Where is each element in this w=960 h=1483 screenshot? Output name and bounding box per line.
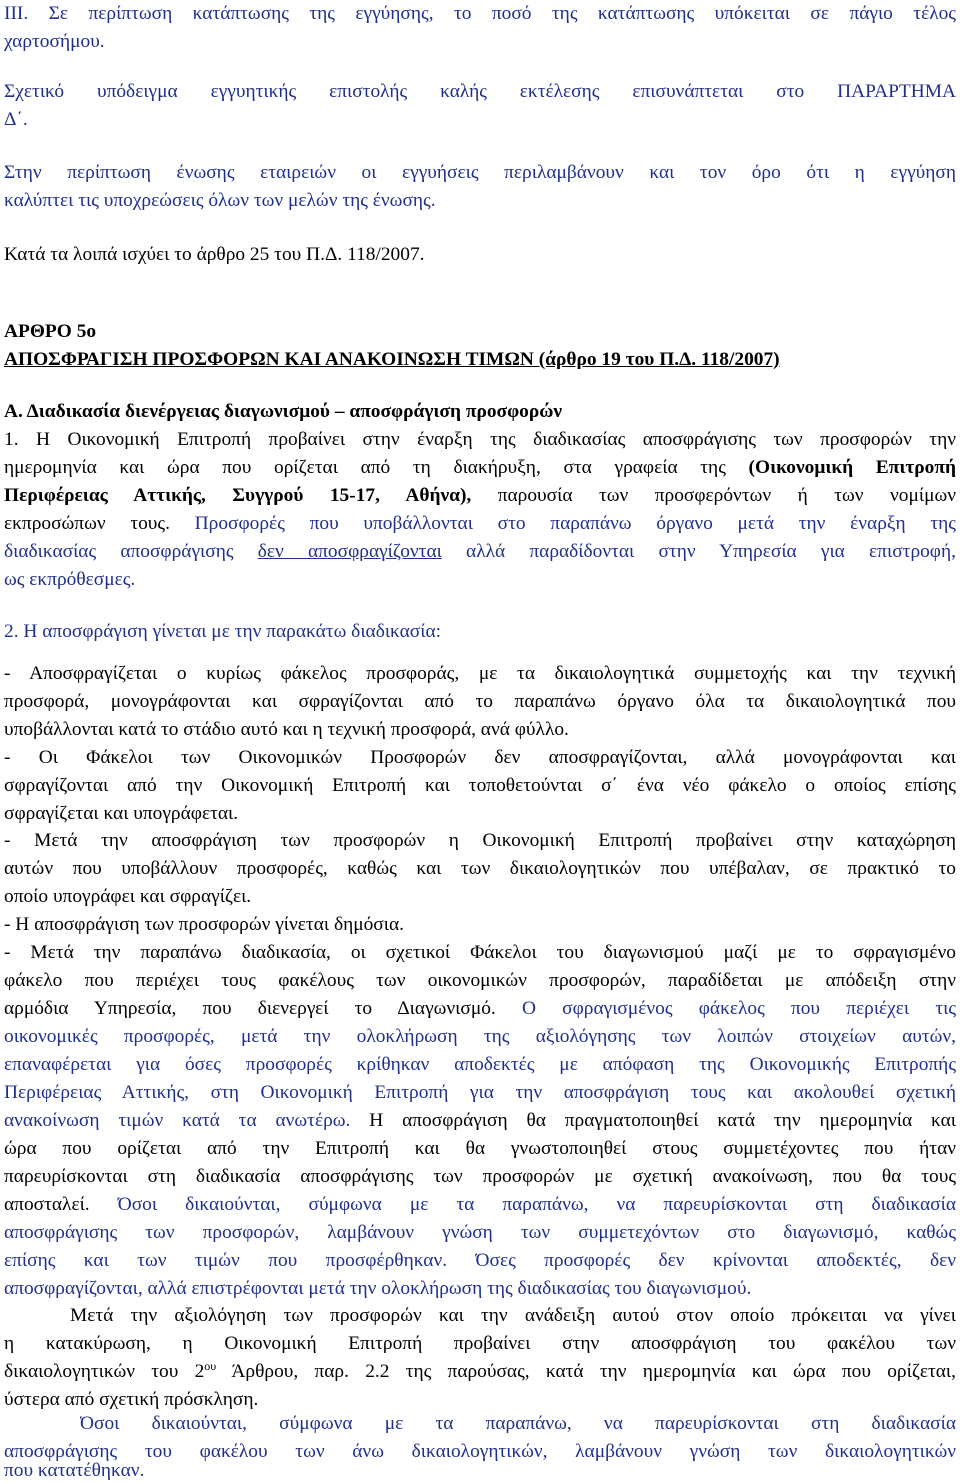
ordinal-superscript: ου [204,1360,217,1373]
paragraph-1-text: παρουσία των προσφερόντων ή των νομίμων [497,485,956,506]
paragraph-1-line [4,512,956,536]
paragraph-1-line: 1. Η Οικονομική Επιτροπή προβαίνει στην έναρξη της διαδικασίας αποσφράγισης των προσφορών την [4,429,956,450]
paragraph-sample-line: Σχετικό υπόδειγμα εγγυητικής επιστολής καλής εκτέλεσης επισυνάπτεται στο ΠΑΡΑΡΤΗΜΑ [4,81,956,102]
bullet-5-text: αποσταλεί. [4,1194,90,1215]
bullet-5-line: φάκελο που περιέχει τους φακέλους των οικονομικών προσφορών, παραδίδεται με απόδειξη στην [4,970,956,991]
bullet-5-line [4,1249,956,1273]
bullet-5-text: αρμόδια Υπηρεσία, που διενεργεί το Διαγωνισμό. [4,998,496,1019]
article-title: ΑΡΘΡΟ 5ο [4,321,97,342]
paragraph-1-bold: Περιφέρειας Αττικής, Συγγρού 15-17, Αθήνα), [4,485,472,506]
bullet-2-line: σφραγίζονται από την Οικονομική Επιτροπή και τοποθετούνται σ΄ ένα νέο φάκελο ο οποίος επίσης [4,775,956,796]
bullet-5-blue: ανακοίνωση τιμών κατά τα ανωτέρω. [4,1110,351,1131]
article-subtitle: ΑΠΟΣΦΡΑΓΙΣΗ ΠΡΟΣΦΟΡΩΝ ΚΑΙ ΑΝΑΚΟΙΝΩΣΗ ΤΙΜΩΝ (άρθρο 19 του Π.Δ. 118/2007) [4,349,780,370]
bullet-1-line: υποβάλλονται κατά το στάδιο αυτό και η τεχνική προσφορά, ανά φύλλο. [4,719,569,740]
bullet-5-line: αποσφραγίζονται, αλλά επιστρέφονται μετά την ολοκλήρωση της διαδικασίας του διαγωνισμού. [4,1278,752,1299]
bullet-5-line [4,997,956,1021]
paragraph-3-line: η κατακύρωση, η Οικονομική Επιτροπή προβαίνει στην αποσφράγιση του φακέλου των [4,1333,956,1354]
bullet-5-blue: Όσες προσφορές δεν κρίνονται αποδεκτές, δεν [475,1250,956,1271]
paragraph-1-line [4,540,956,564]
bullet-1-line: - Αποσφραγίζεται ο κυρίως φάκελος προσφοράς, με τα δικαιολογητικά συμμετοχής και την τεχνική [4,663,956,684]
bullet-5-line: Περιφέρειας Αττικής, στη Οικονομική Επιτροπή για την αποσφράγιση τους και ακολουθεί σχετική [4,1082,956,1103]
paragraph-iii-line: χαρτοσήμου. [4,31,105,52]
paragraph-1-underlined: δεν αποσφραγίζονται [257,541,442,562]
paragraph-3-line [4,1360,956,1384]
paragraph-1-text: αλλά παραδίδονται στην Υπηρεσία για επιστροφή, [466,541,956,562]
bullet-3-line: οποίο υπογράφει και σφραγίζει. [4,886,252,907]
bullet-4-line: - Η αποσφράγιση των προσφορών γίνεται δημόσια. [4,914,404,935]
paragraph-4-line: που κατατέθηκαν. [4,1460,145,1481]
paragraph-1-text: εκπροσώπων τους. [4,513,170,534]
paragraph-1-text: διαδικασίας αποσφράγισης [4,541,234,562]
paragraph-3-text: δικαιολογητικών του 2 [4,1361,205,1382]
paragraph-1-text: ημερομηνία και ώρα που ορίζεται από τη διακήρυξη, στα γραφεία της [4,457,726,478]
paragraph-union-line: Στην περίπτωση ένωσης εταιρειών οι εγγυήσεις περιλαμβάνουν και τον όρο ότι η εγγύηση [4,162,956,183]
paragraph-1-bold: (Οικονομική Επιτροπή [748,457,956,478]
paragraph-3-line: Μετά την αξιολόγηση των προσφορών και την ανάδειξη αυτού στον οποίο πρόκειται να γίνει [70,1305,956,1326]
bullet-5-line: αποσφράγισης των προσφορών, λαμβάνουν γνώση των συμμετεχόντων στο διαγωνισμό, καθώς [4,1222,956,1243]
bullet-5-line: οικονομικές προσφορές, μετά την ολοκλήρωση της αξιολόγησης των λοιπών στοιχείων αυτών, [4,1026,956,1047]
section-a-heading: Α. Διαδικασία διενέργειας διαγωνισμού – αποσφράγιση προσφορών [4,401,563,422]
paragraph-iii-line: ΙΙΙ. Σε περίπτωση κατάπτωσης της εγγύησης, το ποσό της κατάπτωσης υπόκειται σε πάγιο τέλος [4,3,956,24]
bullet-5-blue: Ο σφραγισμένος φάκελος που περιέχει τις [521,998,956,1019]
bullet-3-line: αυτών που υποβάλλουν προσφορές, καθώς και των δικαιολογητικών που υπέβαλαν, σε πρακτικό το [4,858,956,879]
paragraph-1-line [4,484,956,508]
paragraph-rest: Κατά τα λοιπά ισχύει το άρθρο 25 του Π.Δ. 118/2007. [4,244,425,265]
bullet-5-text: Η αποσφράγιση θα πραγματοποιηθεί κατά την ημερομηνία και [369,1110,956,1131]
bullet-2-line: - Οι Φάκελοι των Οικονομικών Προσφορών δεν αποσφραγίζονται, αλλά μονογράφονται και [4,747,956,768]
paragraph-1-line [4,456,956,480]
bullet-5-line [4,1109,956,1133]
bullet-5-blue: επίσης και των τιμών που προσφέρθηκαν. [4,1250,448,1271]
bullet-3-line: - Μετά την αποσφράγιση των προσφορών η Οικονομική Επιτροπή προβαίνει στην καταχώρηση [4,830,956,851]
bullet-5-line: επαναφέρεται για όσες προσφορές κρίθηκαν αποδεκτές με απόφαση της Οικονομικής Επιτροπής [4,1054,956,1075]
bullet-5-line: ώρα που ορίζεται από την Επιτροπή και θα γνωστοποιηθεί στους συμμετέχοντες που ήταν [4,1138,956,1159]
paragraph-4-line: Όσοι δικαιούνται, σύμφωνα με τα παραπάνω, να παρευρίσκονται στη διαδικασία [80,1413,956,1434]
paragraph-sample-line: Δ΄. [4,109,28,130]
bullet-1-line: προσφορά, μονογράφονται και σφραγίζονται από το παραπάνω όργανο όλα τα δικαιολογητικά που [4,691,956,712]
bullet-5-line: - Μετά την παραπάνω διαδικασία, οι σχετικοί Φάκελοι του διαγωνισμού μαζί με το σφραγισμένο [4,942,956,963]
bullet-5-line [4,1193,956,1217]
paragraph-1-blue: Προσφορές που υποβάλλονται στο παραπάνω όργανο μετά την έναρξη της [194,513,956,534]
bullet-5-line: παρευρίσκονται στη διαδικασία αποσφράγισης των προσφορών με σχετική ανακοίνωση, που θα τους [4,1166,956,1187]
paragraph-3-line: ύστερα από σχετική πρόσκληση. [4,1389,259,1410]
paragraph-1-line: ως εκπρόθεσμες. [4,569,136,590]
paragraph-2-line: 2. Η αποσφράγιση γίνεται με την παρακάτω διαδικασία: [4,621,442,642]
paragraph-4-line: αποσφράγισης του φακέλου των άνω δικαιολογητικών, λαμβάνουν γνώση των δικαιολογητικών [4,1441,956,1462]
bullet-5-blue: Όσοι δικαιούνται, σύμφωνα με τα παραπάνω, να παρευρίσκονται στη διαδικασία [117,1194,956,1215]
paragraph-3-text: Άρθρου, παρ. 2.2 της παρούσας, κατά την ημερομηνία και ώρα που ορίζεται, [231,1361,956,1382]
bullet-2-line: σφραγίζεται και υπογράφεται. [4,803,239,824]
paragraph-union-line: καλύπτει τις υποχρεώσεις όλων των μελών της ένωσης. [4,190,436,211]
